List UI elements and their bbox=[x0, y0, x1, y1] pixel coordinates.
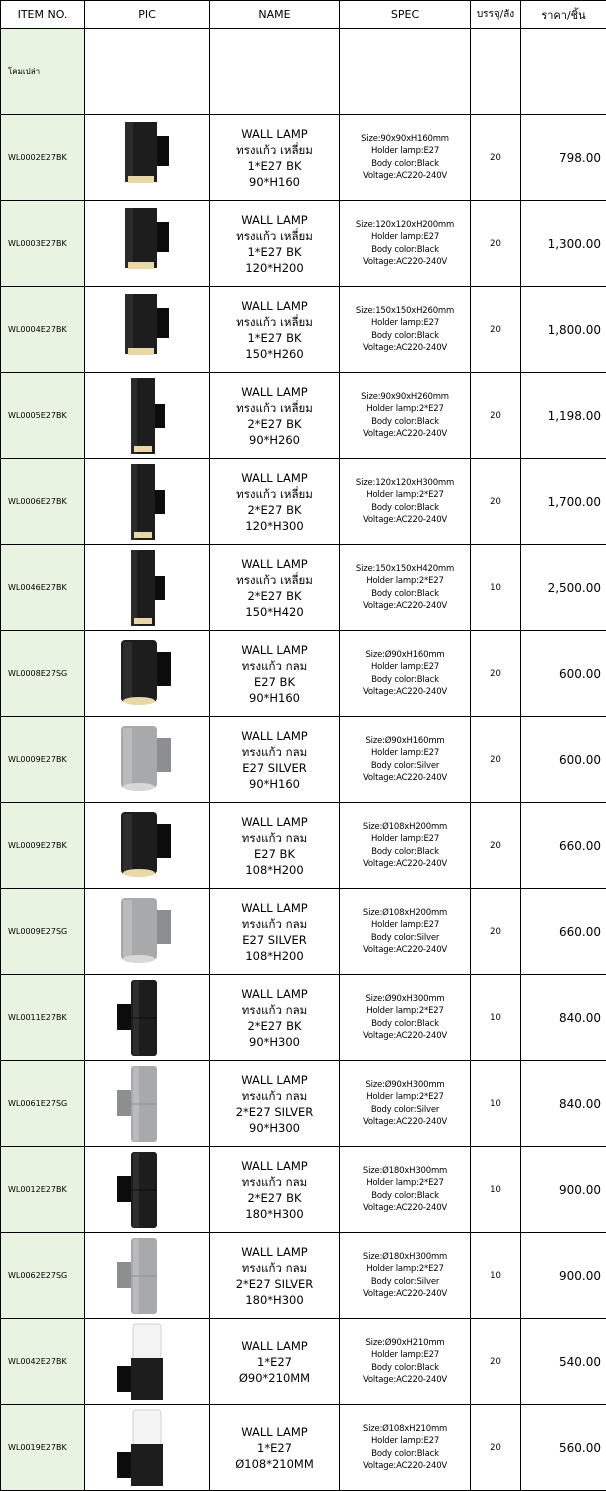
pack-qty-cell: 10 bbox=[471, 975, 521, 1061]
unit-price-cell: 840.00 bbox=[521, 1061, 606, 1147]
product-name-line: ทรงแก้ว กลม bbox=[210, 1088, 339, 1104]
product-name-line: 1*E27 bbox=[210, 1354, 339, 1370]
table-row bbox=[1, 975, 606, 1061]
product-name-line: 150*H260 bbox=[210, 346, 339, 362]
pack-qty-cell: 20 bbox=[471, 459, 521, 545]
item-no-cell: WL0008E27SG bbox=[1, 631, 85, 717]
spec-line: Holder lamp:2*E27 bbox=[340, 489, 470, 502]
table-row bbox=[1, 1147, 606, 1233]
product-name-line: WALL LAMP bbox=[210, 728, 339, 744]
product-name-line: ทรงแก้ว เหลี่ยม bbox=[210, 572, 339, 588]
product-image-cell bbox=[85, 459, 210, 545]
spec-line: Size:90x90xH160mm bbox=[340, 133, 470, 146]
product-name-line: 2*E27 BK bbox=[210, 1190, 339, 1206]
frosted-lamp-black-icon bbox=[85, 1322, 209, 1402]
spec-line: Size:Ø90xH210mm bbox=[340, 1337, 470, 1350]
spec-line: Voltage:AC220-240V bbox=[340, 170, 470, 183]
spec-line: Size:120x120xH300mm bbox=[340, 477, 470, 490]
square-lamp-tall-black-icon bbox=[85, 376, 209, 456]
product-name-cell bbox=[210, 975, 340, 1061]
item-no-cell: WL0003E27BK bbox=[1, 201, 85, 287]
table-row bbox=[1, 1061, 606, 1147]
product-name-line: 1*E27 BK bbox=[210, 244, 339, 260]
item-no-cell: WL0011E27BK bbox=[1, 975, 85, 1061]
spec-cell bbox=[340, 1061, 471, 1147]
product-name-cell bbox=[210, 1405, 340, 1491]
spec-line: Holder lamp:E27 bbox=[340, 833, 470, 846]
spec-line: Size:Ø180xH300mm bbox=[340, 1165, 470, 1178]
spec-line: Voltage:AC220-240V bbox=[340, 1374, 470, 1387]
product-image-cell bbox=[85, 975, 210, 1061]
product-name-line: WALL LAMP bbox=[210, 212, 339, 228]
round-lamp-tall-black-icon bbox=[85, 978, 209, 1058]
section-label: โคมเปล่า bbox=[1, 29, 85, 115]
spec-line: Size:150x150xH260mm bbox=[340, 305, 470, 318]
product-name-line: 90*H260 bbox=[210, 432, 339, 448]
product-name-line: E27 SILVER bbox=[210, 932, 339, 948]
pack-qty-cell: 20 bbox=[471, 889, 521, 975]
spec-line: Holder lamp:E27 bbox=[340, 1435, 470, 1448]
spec-line: Holder lamp:2*E27 bbox=[340, 1005, 470, 1018]
spec-line: Body color:Silver bbox=[340, 760, 470, 773]
spec-line: Body color:Black bbox=[340, 330, 470, 343]
unit-price-cell: 1,700.00 bbox=[521, 459, 606, 545]
header-price: ราคา/ชิ้น bbox=[521, 1, 606, 29]
product-name-line: 2*E27 BK bbox=[210, 588, 339, 604]
spec-line: Body color:Black bbox=[340, 588, 470, 601]
section-empty-spec bbox=[340, 29, 471, 115]
unit-price-cell: 660.00 bbox=[521, 889, 606, 975]
product-name-cell bbox=[210, 717, 340, 803]
item-no-cell: WL0062E27SG bbox=[1, 1233, 85, 1319]
pack-qty-cell: 20 bbox=[471, 373, 521, 459]
product-name-line: 2*E27 BK bbox=[210, 1018, 339, 1034]
spec-line: Holder lamp:E27 bbox=[340, 145, 470, 158]
spec-line: Holder lamp:2*E27 bbox=[340, 403, 470, 416]
spec-line: Holder lamp:2*E27 bbox=[340, 1091, 470, 1104]
product-name-line: ทรงแก้ว กลม bbox=[210, 1260, 339, 1276]
spec-cell bbox=[340, 975, 471, 1061]
product-image-cell bbox=[85, 803, 210, 889]
item-no-cell: WL0061E27SG bbox=[1, 1061, 85, 1147]
unit-price-cell: 798.00 bbox=[521, 115, 606, 201]
spec-line: Size:90x90xH260mm bbox=[340, 391, 470, 404]
round-lamp-short-silver-icon bbox=[85, 720, 209, 800]
header-name: NAME bbox=[210, 1, 340, 29]
square-lamp-tall-black-icon bbox=[85, 548, 209, 628]
square-lamp-tall-black-icon bbox=[85, 462, 209, 542]
pack-qty-cell: 20 bbox=[471, 631, 521, 717]
table-row bbox=[1, 1405, 606, 1491]
spec-line: Size:Ø90xH300mm bbox=[340, 1079, 470, 1092]
table-row bbox=[1, 717, 606, 803]
product-name-line: WALL LAMP bbox=[210, 1158, 339, 1174]
product-image-cell bbox=[85, 1147, 210, 1233]
item-no-cell: WL0019E27BK bbox=[1, 1405, 85, 1491]
pack-qty-cell: 20 bbox=[471, 717, 521, 803]
spec-line: Body color:Black bbox=[340, 1190, 470, 1203]
spec-cell bbox=[340, 803, 471, 889]
pack-qty-cell: 10 bbox=[471, 1061, 521, 1147]
product-name-line: ทรงแก้ว กลม bbox=[210, 1174, 339, 1190]
spec-cell bbox=[340, 201, 471, 287]
spec-line: Body color:Black bbox=[340, 1448, 470, 1461]
header-spec: SPEC bbox=[340, 1, 471, 29]
product-name-cell bbox=[210, 115, 340, 201]
spec-line: Size:Ø180xH300mm bbox=[340, 1251, 470, 1264]
pack-qty-cell: 20 bbox=[471, 803, 521, 889]
spec-line: Body color:Black bbox=[340, 674, 470, 687]
product-name-line: E27 SILVER bbox=[210, 760, 339, 776]
pack-qty-cell: 20 bbox=[471, 1319, 521, 1405]
spec-line: Body color:Black bbox=[340, 502, 470, 515]
item-no-cell: WL0009E27SG bbox=[1, 889, 85, 975]
spec-line: Voltage:AC220-240V bbox=[340, 944, 470, 957]
product-name-line: WALL LAMP bbox=[210, 900, 339, 916]
product-name-cell bbox=[210, 1233, 340, 1319]
spec-line: Size:Ø108xH200mm bbox=[340, 907, 470, 920]
product-name-cell bbox=[210, 287, 340, 373]
square-lamp-short-black-icon bbox=[85, 290, 209, 370]
spec-cell bbox=[340, 373, 471, 459]
spec-line: Holder lamp:E27 bbox=[340, 317, 470, 330]
product-name-cell bbox=[210, 373, 340, 459]
spec-line: Voltage:AC220-240V bbox=[340, 256, 470, 269]
product-name-line: ทรงแก้ว กลม bbox=[210, 1002, 339, 1018]
product-name-cell bbox=[210, 889, 340, 975]
product-name-line: 180*H300 bbox=[210, 1206, 339, 1222]
product-name-line: ทรงแก้ว เหลี่ยม bbox=[210, 400, 339, 416]
unit-price-cell: 600.00 bbox=[521, 717, 606, 803]
unit-price-cell: 560.00 bbox=[521, 1405, 606, 1491]
spec-line: Size:Ø108xH210mm bbox=[340, 1423, 470, 1436]
item-no-cell: WL0005E27BK bbox=[1, 373, 85, 459]
item-no-cell: WL0012E27BK bbox=[1, 1147, 85, 1233]
round-lamp-short-silver-icon bbox=[85, 892, 209, 972]
product-name-cell bbox=[210, 1147, 340, 1233]
spec-cell bbox=[340, 1405, 471, 1491]
section-empty-name bbox=[210, 29, 340, 115]
product-name-line: ทรงแก้ว กลม bbox=[210, 830, 339, 846]
item-no-cell: WL0009E27BK bbox=[1, 717, 85, 803]
spec-line: Holder lamp:E27 bbox=[340, 747, 470, 760]
product-name-line: 90*H300 bbox=[210, 1034, 339, 1050]
spec-line: Holder lamp:E27 bbox=[340, 1349, 470, 1362]
header-qty: บรรจุ/ลัง bbox=[471, 1, 521, 29]
spec-line: Voltage:AC220-240V bbox=[340, 1030, 470, 1043]
table-row bbox=[1, 631, 606, 717]
product-image-cell bbox=[85, 889, 210, 975]
table-row bbox=[1, 889, 606, 975]
product-name-line: 90*H160 bbox=[210, 776, 339, 792]
product-name-line: 150*H420 bbox=[210, 604, 339, 620]
product-name-cell bbox=[210, 631, 340, 717]
product-name-line: 2*E27 SILVER bbox=[210, 1276, 339, 1292]
table-row bbox=[1, 1319, 606, 1405]
spec-line: Size:Ø90xH300mm bbox=[340, 993, 470, 1006]
product-name-line: 108*H200 bbox=[210, 862, 339, 878]
product-name-line: 90*H160 bbox=[210, 690, 339, 706]
pack-qty-cell: 20 bbox=[471, 201, 521, 287]
unit-price-cell: 2,500.00 bbox=[521, 545, 606, 631]
unit-price-cell: 1,800.00 bbox=[521, 287, 606, 373]
spec-line: Body color:Black bbox=[340, 416, 470, 429]
spec-cell bbox=[340, 631, 471, 717]
unit-price-cell: 1,300.00 bbox=[521, 201, 606, 287]
table-row bbox=[1, 115, 606, 201]
spec-line: Size:Ø90xH160mm bbox=[340, 649, 470, 662]
square-lamp-short-black-icon bbox=[85, 204, 209, 284]
product-name-line: WALL LAMP bbox=[210, 642, 339, 658]
table-row bbox=[1, 1233, 606, 1319]
spec-line: Body color:Black bbox=[340, 244, 470, 257]
pack-qty-cell: 10 bbox=[471, 545, 521, 631]
pack-qty-cell: 20 bbox=[471, 287, 521, 373]
item-no-cell: WL0009E27BK bbox=[1, 803, 85, 889]
spec-line: Voltage:AC220-240V bbox=[340, 1288, 470, 1301]
product-name-cell bbox=[210, 459, 340, 545]
round-lamp-short-black-icon bbox=[85, 634, 209, 714]
spec-line: Voltage:AC220-240V bbox=[340, 428, 470, 441]
header-item-no: ITEM NO. bbox=[1, 1, 85, 29]
product-name-line: WALL LAMP bbox=[210, 298, 339, 314]
product-name-cell bbox=[210, 201, 340, 287]
product-name-line: ทรงแก้ว เหลี่ยม bbox=[210, 486, 339, 502]
header-pic: PIC bbox=[85, 1, 210, 29]
product-name-line: Ø108*210MM bbox=[210, 1456, 339, 1472]
spec-line: Size:150x150xH420mm bbox=[340, 563, 470, 576]
product-image-cell bbox=[85, 545, 210, 631]
product-name-line: WALL LAMP bbox=[210, 1244, 339, 1260]
spec-cell bbox=[340, 287, 471, 373]
spec-line: Voltage:AC220-240V bbox=[340, 1202, 470, 1215]
product-name-line: 1*E27 BK bbox=[210, 330, 339, 346]
spec-line: Holder lamp:2*E27 bbox=[340, 1177, 470, 1190]
product-name-line: 180*H300 bbox=[210, 1292, 339, 1308]
spec-line: Size:Ø90xH160mm bbox=[340, 735, 470, 748]
product-image-cell bbox=[85, 717, 210, 803]
product-name-line: 2*E27 BK bbox=[210, 416, 339, 432]
product-image-cell bbox=[85, 201, 210, 287]
product-name-line: ทรงแก้ว กลม bbox=[210, 658, 339, 674]
unit-price-cell: 1,198.00 bbox=[521, 373, 606, 459]
product-image-cell bbox=[85, 631, 210, 717]
product-name-line: WALL LAMP bbox=[210, 126, 339, 142]
spec-line: Size:Ø108xH200mm bbox=[340, 821, 470, 834]
spec-line: Body color:Silver bbox=[340, 1276, 470, 1289]
product-name-line: E27 BK bbox=[210, 674, 339, 690]
unit-price-cell: 840.00 bbox=[521, 975, 606, 1061]
spec-line: Body color:Black bbox=[340, 1362, 470, 1375]
product-name-line: 90*H300 bbox=[210, 1120, 339, 1136]
item-no-cell: WL0046E27BK bbox=[1, 545, 85, 631]
product-name-line: ทรงแก้ว เหลี่ยม bbox=[210, 142, 339, 158]
spec-line: Holder lamp:2*E27 bbox=[340, 1263, 470, 1276]
product-name-line: 108*H200 bbox=[210, 948, 339, 964]
unit-price-cell: 900.00 bbox=[521, 1147, 606, 1233]
spec-line: Voltage:AC220-240V bbox=[340, 858, 470, 871]
spec-line: Holder lamp:E27 bbox=[340, 231, 470, 244]
spec-cell bbox=[340, 1147, 471, 1233]
spec-line: Voltage:AC220-240V bbox=[340, 772, 470, 785]
unit-price-cell: 600.00 bbox=[521, 631, 606, 717]
round-lamp-tall-black-icon bbox=[85, 1150, 209, 1230]
product-name-line: 1*E27 bbox=[210, 1440, 339, 1456]
product-name-line: ทรงแก้ว กลม bbox=[210, 744, 339, 760]
table-row bbox=[1, 373, 606, 459]
header-row bbox=[1, 1, 606, 29]
product-name-line: WALL LAMP bbox=[210, 470, 339, 486]
pack-qty-cell: 10 bbox=[471, 1233, 521, 1319]
product-image-cell bbox=[85, 1233, 210, 1319]
round-lamp-tall-silver-icon bbox=[85, 1064, 209, 1144]
section-empty-pic bbox=[85, 29, 210, 115]
item-no-cell: WL0004E27BK bbox=[1, 287, 85, 373]
table-row bbox=[1, 201, 606, 287]
spec-line: Voltage:AC220-240V bbox=[340, 1116, 470, 1129]
product-name-line: ทรงแก้ว เหลี่ยม bbox=[210, 228, 339, 244]
spec-cell bbox=[340, 889, 471, 975]
product-image-cell bbox=[85, 1405, 210, 1491]
product-name-line: 90*H160 bbox=[210, 174, 339, 190]
table-row bbox=[1, 803, 606, 889]
product-name-line: ทรงแก้ว กลม bbox=[210, 916, 339, 932]
spec-line: Voltage:AC220-240V bbox=[340, 1460, 470, 1473]
item-no-cell: WL0002E27BK bbox=[1, 115, 85, 201]
spec-line: Body color:Black bbox=[340, 158, 470, 171]
spec-line: Body color:Silver bbox=[340, 1104, 470, 1117]
product-image-cell bbox=[85, 287, 210, 373]
table-row bbox=[1, 545, 606, 631]
product-name-cell bbox=[210, 545, 340, 631]
round-lamp-tall-silver-icon bbox=[85, 1236, 209, 1316]
product-name-cell bbox=[210, 1319, 340, 1405]
product-name-line: 2*E27 BK bbox=[210, 502, 339, 518]
product-name-line: WALL LAMP bbox=[210, 1072, 339, 1088]
table-row bbox=[1, 459, 606, 545]
product-name-line: 120*H300 bbox=[210, 518, 339, 534]
spec-line: Voltage:AC220-240V bbox=[340, 686, 470, 699]
section-empty-qty bbox=[471, 29, 521, 115]
product-name-line: WALL LAMP bbox=[210, 556, 339, 572]
product-name-line: ทรงแก้ว เหลี่ยม bbox=[210, 314, 339, 330]
spec-cell bbox=[340, 1319, 471, 1405]
pack-qty-cell: 20 bbox=[471, 115, 521, 201]
section-empty-price bbox=[521, 29, 606, 115]
product-image-cell bbox=[85, 115, 210, 201]
product-name-line: 1*E27 BK bbox=[210, 158, 339, 174]
unit-price-cell: 660.00 bbox=[521, 803, 606, 889]
spec-line: Holder lamp:E27 bbox=[340, 661, 470, 674]
product-image-cell bbox=[85, 1319, 210, 1405]
spec-cell bbox=[340, 459, 471, 545]
product-name-line: Ø90*210MM bbox=[210, 1370, 339, 1386]
spec-line: Voltage:AC220-240V bbox=[340, 342, 470, 355]
section-row bbox=[1, 29, 606, 115]
product-name-cell bbox=[210, 803, 340, 889]
product-name-line: WALL LAMP bbox=[210, 1424, 339, 1440]
product-name-line: 2*E27 SILVER bbox=[210, 1104, 339, 1120]
unit-price-cell: 900.00 bbox=[521, 1233, 606, 1319]
spec-cell bbox=[340, 717, 471, 803]
round-lamp-short-black-icon bbox=[85, 806, 209, 886]
product-name-line: 120*H200 bbox=[210, 260, 339, 276]
spec-cell bbox=[340, 115, 471, 201]
spec-cell bbox=[340, 545, 471, 631]
square-lamp-short-black-icon bbox=[85, 118, 209, 198]
item-no-cell: WL0042E27BK bbox=[1, 1319, 85, 1405]
product-name-line: E27 BK bbox=[210, 846, 339, 862]
product-image-cell bbox=[85, 1061, 210, 1147]
item-no-cell: WL0006E27BK bbox=[1, 459, 85, 545]
spec-line: Body color:Silver bbox=[340, 932, 470, 945]
product-name-line: WALL LAMP bbox=[210, 384, 339, 400]
spec-line: Voltage:AC220-240V bbox=[340, 600, 470, 613]
spec-line: Size:120x120xH200mm bbox=[340, 219, 470, 232]
frosted-lamp-black-icon bbox=[85, 1408, 209, 1488]
product-name-cell bbox=[210, 1061, 340, 1147]
spec-line: Body color:Black bbox=[340, 1018, 470, 1031]
spec-line: Voltage:AC220-240V bbox=[340, 514, 470, 527]
unit-price-cell: 540.00 bbox=[521, 1319, 606, 1405]
product-name-line: WALL LAMP bbox=[210, 814, 339, 830]
spec-line: Holder lamp:E27 bbox=[340, 919, 470, 932]
table-row bbox=[1, 287, 606, 373]
product-name-line: WALL LAMP bbox=[210, 1338, 339, 1354]
pack-qty-cell: 10 bbox=[471, 1147, 521, 1233]
spec-line: Holder lamp:2*E27 bbox=[340, 575, 470, 588]
spec-cell bbox=[340, 1233, 471, 1319]
pack-qty-cell: 20 bbox=[471, 1405, 521, 1491]
product-image-cell bbox=[85, 373, 210, 459]
product-name-line: WALL LAMP bbox=[210, 986, 339, 1002]
spec-line: Body color:Black bbox=[340, 846, 470, 859]
